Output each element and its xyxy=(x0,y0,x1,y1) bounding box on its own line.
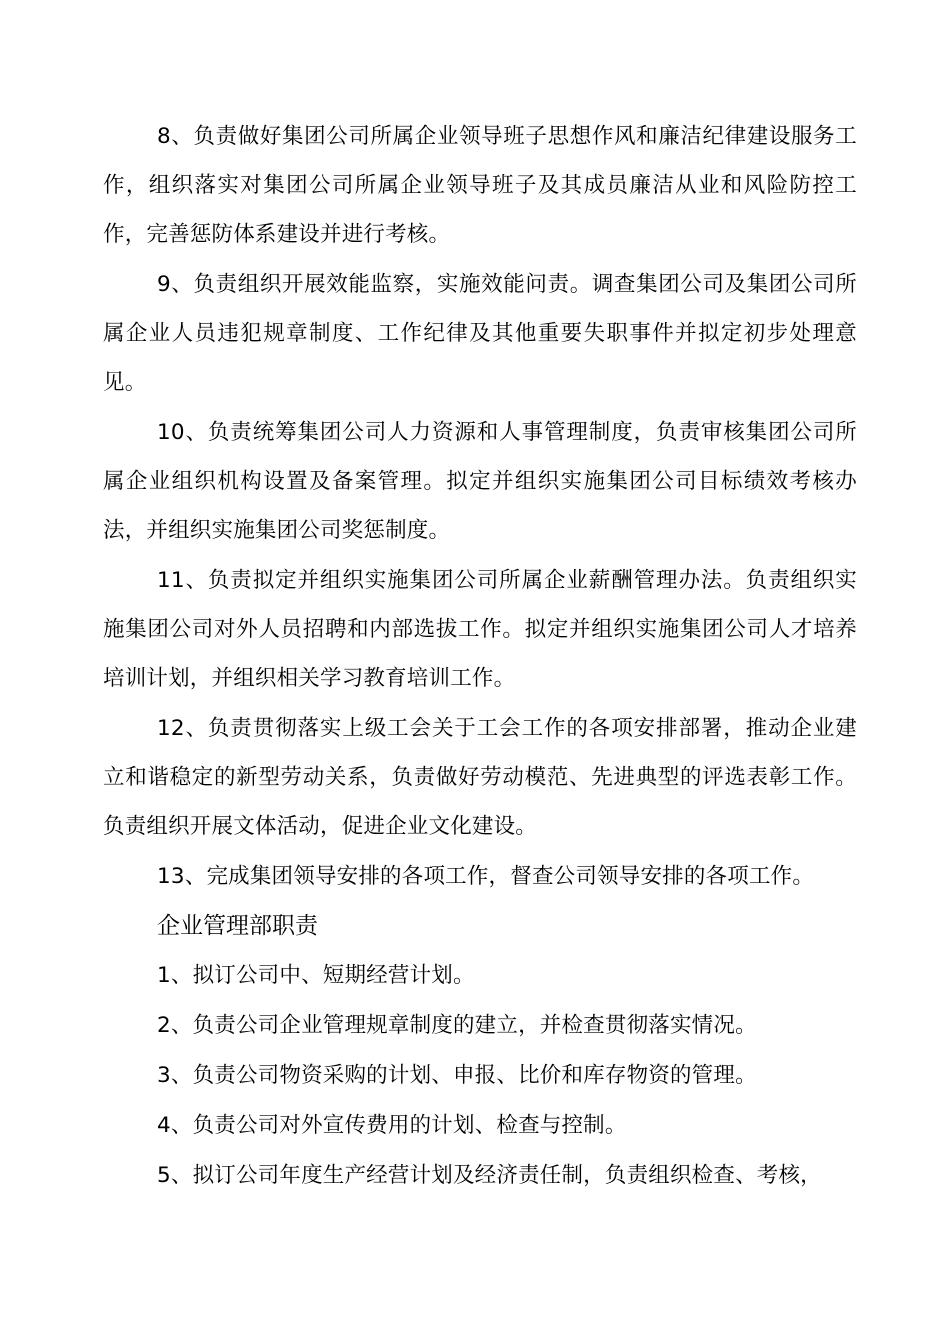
paragraph-10: 10、负责统筹集团公司人力资源和人事管理制度，负责审核集团公司所属企业组织机构设置及备案管理。拟定并组织实施集团公司目标绩效考核办法，并组织实施集团公司奖惩制度。 xyxy=(103,420,857,543)
duty-item-2: 2、负责公司企业管理规章制度的建立，并检查贯彻落实情况。 xyxy=(157,1013,757,1038)
paragraph-11: 11、负责拟定并组织实施集团公司所属企业薪酬管理办法。负责组织实施集团公司对外人员招聘和内部选拔工作。拟定并组织实施集团公司人才培养培训计划，并组织相关学习教育培训工作。 xyxy=(103,568,857,691)
paragraph-12: 12、负责贯彻落实上级工会关于工会工作的各项安排部署，推动企业建立和谐稳定的新型劳动关系，负责做好劳动模范、先进典型的评选表彰工作。负责组织开展文体活动，促进企业文化建设。 xyxy=(103,716,857,839)
duty-item-5: 5、拟订公司年度生产经营计划及经济责任制，负责组织检查、考核， xyxy=(157,1163,822,1188)
paragraph-9: 9、负责组织开展效能监察，实施效能问责。调查集团公司及集团公司所属企业人员违犯规章制度、工作纪律及其他重要失职事件并拟定初步处理意见。 xyxy=(103,272,857,395)
paragraph-13: 13、完成集团领导安排的各项工作，督查公司领导安排的各项工作。 xyxy=(157,864,815,889)
section-heading: 企业管理部职责 xyxy=(157,913,318,939)
document-page xyxy=(103,112,857,1200)
paragraph-8: 8、负责做好集团公司所属企业领导班子思想作风和廉洁纪律建设服务工作，组织落实对集团公司所属企业领导班子及其成员廉洁从业和风险防控工作，完善惩防体系建设并进行考核。 xyxy=(103,124,857,247)
duty-item-1: 1、拟订公司中、短期经营计划。 xyxy=(157,963,475,988)
duty-item-4: 4、负责公司对外宣传费用的计划、检查与控制。 xyxy=(157,1113,627,1138)
duty-item-3: 3、负责公司物资采购的计划、申报、比价和库存物资的管理。 xyxy=(157,1063,757,1088)
